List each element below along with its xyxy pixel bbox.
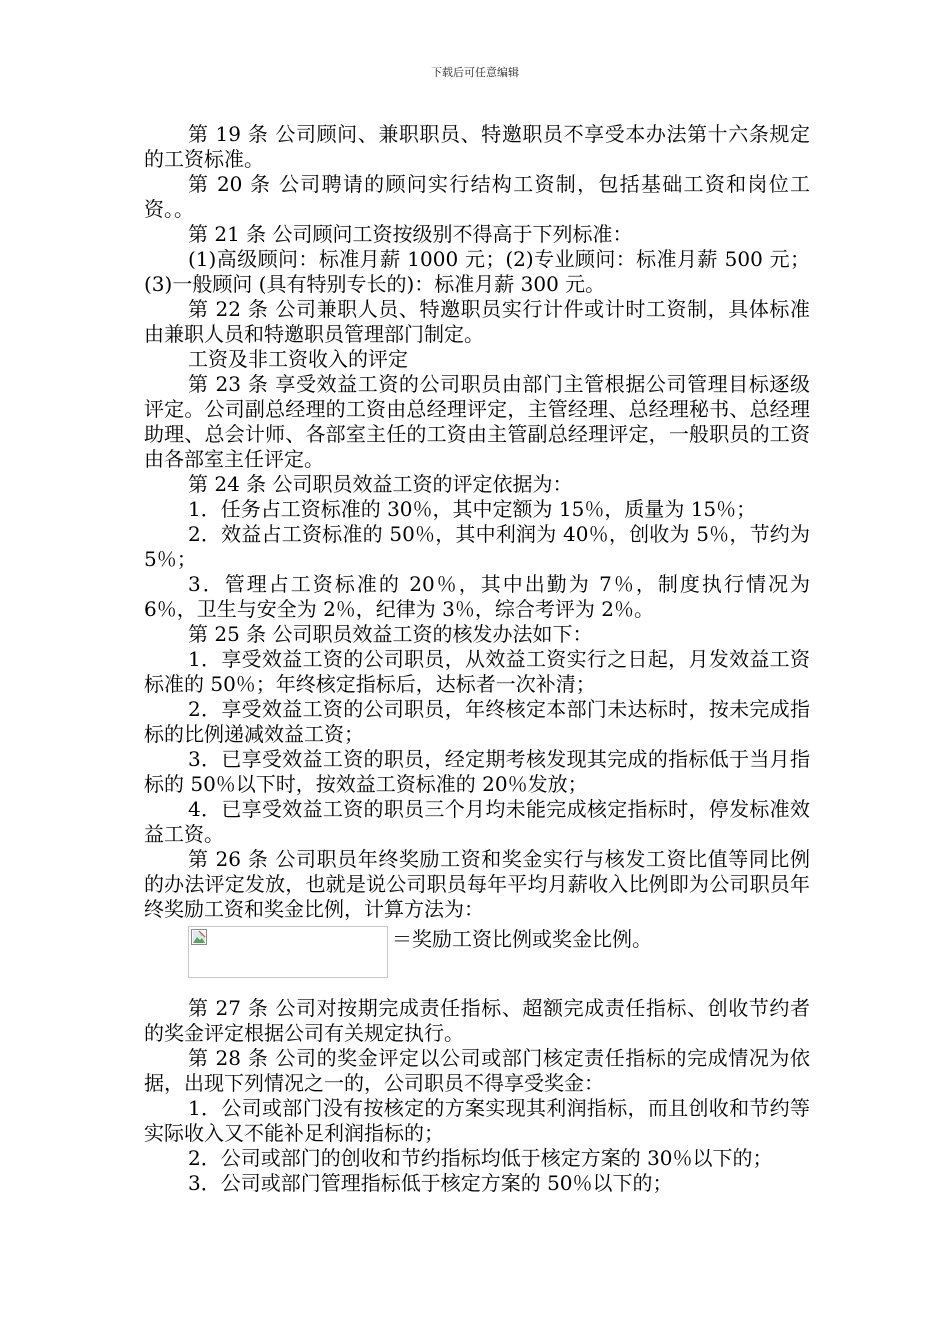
article-24-item-2: 2．效益占工资标准的 50％，其中利润为 40％，创收为 5％，节约为 5％； [144, 522, 810, 571]
article-22: 第 22 条 公司兼职人员、特邀职员实行计件或计时工资制，具体标准由兼职人员和特邀职员管理部门制定。 [144, 297, 810, 346]
article-23: 第 23 条 享受效益工资的公司职员由部门主管根据公司管理目标逐级评定。公司副总经理的工资由总经理评定，主管经理、总经理秘书、总经理助理、总会计师、各部室主任的工资由主管副总经理评定，一般职员的工资由各部室主任评定。 [144, 372, 810, 471]
broken-image-icon [191, 929, 207, 945]
article-21: 第 21 条 公司顾问工资按级别不得高于下列标准： [188, 222, 633, 246]
article-26: 第 26 条 公司职员年终奖励工资和奖金实行与核发工资比值等同比例的办法评定发放，也就是说公司职员每年平均月薪收入比例即为公司职员年终奖励工资和奖金比例，计算方法为： [144, 847, 810, 921]
article-28-item-1: 1．公司或部门没有按核定的方案实现其利润指标，而且创收和节约等实际收入又不能补足利润指标的； [144, 1096, 810, 1145]
article-25-item-3: 3．已享受效益工资的职员，经定期考核发现其完成的指标低于当月指标的 50％以下时，按效益工资标准的 20％发放； [144, 747, 810, 796]
article-19: 第 19 条 公司顾问、兼职职员、特邀职员不享受本办法第十六条规定的工资标准。 [144, 122, 810, 171]
article-27: 第 27 条 公司对按期完成责任指标、超额完成责任指标、创收节约者的奖金评定根据公司有关规定执行。 [144, 996, 810, 1045]
article-24-item-1: 1．任务占工资标准的 30％，其中定额为 15％，质量为 15％； [188, 497, 757, 521]
section-heading: 工资及非工资收入的评定 [188, 347, 408, 371]
article-25-item-1: 1．享受效益工资的公司职员，从效益工资实行之日起，月发效益工资标准的 50％；年终核定指标后，达标者一次补清； [144, 647, 810, 696]
page-header: 下载后可任意编辑 [431, 66, 519, 79]
article-21-standards: (1)高级顾问：标准月薪 1000 元；(2)专业顾问：标准月薪 500 元；(3)一般顾问 (具有特别专长的)：标准月薪 300 元。 [144, 247, 810, 296]
formula-line [144, 926, 810, 982]
article-24: 第 24 条 公司职员效益工资的评定依据为： [188, 472, 573, 496]
article-25: 第 25 条 公司职员效益工资的核发办法如下： [188, 622, 593, 646]
formula-text: ＝奖励工资比例或奖金比例。 [392, 927, 652, 951]
formula-image-placeholder [188, 926, 388, 978]
article-28-item-3: 3．公司或部门管理指标低于核定方案的 50％以下的； [188, 1171, 673, 1195]
article-25-item-2: 2．享受效益工资的公司职员，年终核定本部门未达标时，按未完成指标的比例递减效益工资； [144, 697, 810, 746]
article-20: 第 20 条 公司聘请的顾问实行结构工资制，包括基础工资和岗位工资。。 [144, 172, 810, 221]
article-25-item-4: 4．已享受效益工资的职员三个月均未能完成核定指标时，停发标准效益工资。 [144, 797, 810, 846]
article-28-item-2: 2．公司或部门的创收和节约指标均低于核定方案的 30％以下的； [188, 1146, 773, 1170]
article-28: 第 28 条 公司的奖金评定以公司或部门核定责任指标的完成情况为依据，出现下列情况之一的，公司职员不得享受奖金： [144, 1046, 810, 1095]
article-24-item-3: 3．管理占工资标准的 20％，其中出勤为 7％，制度执行情况为 6％，卫生与安全为 2％，纪律为 3％，综合考评为 2％。 [144, 572, 810, 621]
document-body [144, 122, 810, 1196]
